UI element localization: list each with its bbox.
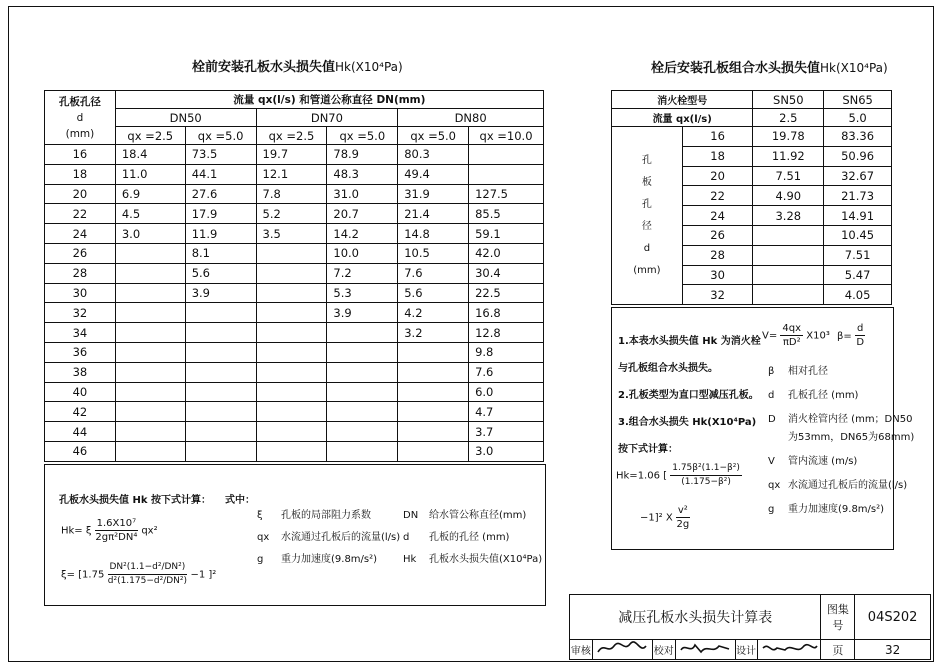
headloss-cell: 30.4 [469, 263, 544, 283]
headloss-cell [256, 323, 327, 343]
headloss-cell: 5.6 [185, 263, 256, 283]
headloss-cell [469, 145, 544, 165]
headloss-cell [753, 245, 824, 265]
dn80-header: DN80 [398, 109, 544, 127]
headloss-cell [398, 441, 469, 461]
headloss-cell: 4.5 [115, 204, 185, 224]
headloss-cell: 59.1 [469, 224, 544, 244]
left-headloss-table [44, 90, 544, 462]
orifice-diameter-cell: 24 [45, 224, 116, 244]
headloss-cell: 27.6 [185, 184, 256, 204]
orifice-diameter-cell: 46 [45, 441, 116, 461]
atlas-no: 04S202 [855, 595, 931, 640]
headloss-cell: 80.3 [398, 145, 469, 165]
headloss-cell: 4.90 [753, 186, 824, 206]
table-row [612, 127, 892, 147]
headloss-cell [327, 323, 398, 343]
headloss-cell: 5.2 [256, 204, 327, 224]
right-flow-header: 流量 qx(l/s) [612, 109, 753, 127]
right-headloss-table [611, 90, 892, 305]
headloss-cell [115, 283, 185, 303]
headloss-cell: 4.7 [469, 402, 544, 422]
xi-formula: ξ= [1.75 $\frac{\text{DN²(1.1−d²/DN²)}}{\text{d²(1.175−d²/DN²)}}$ −1 ]² [61, 562, 217, 586]
headloss-cell [185, 402, 256, 422]
headloss-cell: 20.7 [327, 204, 398, 224]
headloss-cell: 9.8 [469, 342, 544, 362]
hydrant-header: 消火栓型号 [612, 91, 753, 109]
velocity-formula: V= $\frac{4qx}{\text{πD²}}$ X10³ β= $\frac{d}{D}$ [762, 323, 865, 348]
headloss-cell [398, 422, 469, 442]
q-header: qx =5.0 [185, 127, 256, 145]
headloss-cell: 42.0 [469, 243, 544, 263]
table-row [45, 382, 544, 402]
headloss-cell: 6.9 [115, 184, 185, 204]
headloss-cell: 85.5 [469, 204, 544, 224]
headloss-cell: 18.4 [115, 145, 185, 165]
headloss-cell: 8.1 [185, 243, 256, 263]
page-label: 页 [821, 640, 855, 660]
drawing-title: 减压孔板水头损失计算表 [570, 595, 821, 640]
headloss-cell [256, 303, 327, 323]
right-notes-box [611, 307, 915, 550]
headloss-cell: 3.7 [469, 422, 544, 442]
orifice-diameter-cell: 22 [682, 186, 753, 206]
flow-value: 2.5 [753, 109, 824, 127]
headloss-cell: 5.6 [398, 283, 469, 303]
notes-list: 1.本表水头损失值 Hk 为消火栓 与孔板组合水头损失。 2.孔板类型为直口型减压孔板。 3.组合水头损失 Hk(X10⁴Pa) 按下式计算： [618, 336, 761, 455]
headloss-cell [185, 441, 256, 461]
where-label: 式中： [225, 495, 255, 506]
headloss-cell: 3.9 [185, 283, 256, 303]
table-row [45, 145, 544, 165]
atlas-no-label: 图集号 [821, 595, 855, 640]
orifice-diameter-cell: 38 [45, 362, 116, 382]
table-row [45, 204, 544, 224]
headloss-cell [115, 382, 185, 402]
headloss-cell: 7.6 [469, 362, 544, 382]
orifice-header: 孔板孔径 d (mm) [45, 91, 116, 145]
headloss-cell: 6.0 [469, 382, 544, 402]
q-header: qx =10.0 [469, 127, 544, 145]
headloss-cell [256, 402, 327, 422]
orifice-diameter-cell: 20 [45, 184, 116, 204]
q-header: qx =5.0 [398, 127, 469, 145]
table-row [45, 402, 544, 422]
defs-col1: ξ 孔板的局部阻力系数 qx 水流通过孔板后的流量(l/s) g 重力加速度(9.8m/s²) [257, 510, 401, 565]
orifice-diameter-cell: 26 [682, 225, 753, 245]
headloss-cell: 19.7 [256, 145, 327, 165]
q-header: qx =2.5 [256, 127, 327, 145]
headloss-cell: 73.5 [185, 145, 256, 165]
headloss-cell [115, 342, 185, 362]
headloss-cell [398, 342, 469, 362]
orifice-diameter-cell: 18 [45, 164, 116, 184]
headloss-cell: 21.4 [398, 204, 469, 224]
headloss-cell: 10.45 [824, 225, 892, 245]
reviewer-signature [592, 640, 652, 660]
headloss-cell: 31.9 [398, 184, 469, 204]
orifice-side-label: 孔 板 孔 径 d (mm) [612, 127, 683, 305]
headloss-cell: 19.78 [753, 127, 824, 147]
headloss-cell [753, 265, 824, 285]
orifice-diameter-cell: 36 [45, 342, 116, 362]
headloss-cell [185, 422, 256, 442]
headloss-cell [185, 342, 256, 362]
sn65-header: SN65 [824, 91, 892, 109]
dn50-header: DN50 [115, 109, 256, 127]
headloss-cell: 7.8 [256, 184, 327, 204]
dn70-header: DN70 [256, 109, 398, 127]
headloss-cell: 14.91 [824, 206, 892, 226]
headloss-cell [753, 285, 824, 305]
title-block [569, 594, 931, 660]
headloss-cell: 11.9 [185, 224, 256, 244]
signature-image [759, 640, 819, 656]
flow-header: 流量 qx(l/s) 和管道公称直径 DN(mm) [115, 91, 543, 109]
headloss-cell: 10.0 [327, 243, 398, 263]
headloss-cell [398, 382, 469, 402]
orifice-diameter-cell: 30 [45, 283, 116, 303]
headloss-cell: 32.67 [824, 166, 892, 186]
headloss-cell: 49.4 [398, 164, 469, 184]
headloss-cell [256, 382, 327, 402]
headloss-cell [115, 263, 185, 283]
headloss-cell [398, 402, 469, 422]
headloss-cell [256, 263, 327, 283]
headloss-cell: 3.2 [398, 323, 469, 343]
headloss-cell [398, 362, 469, 382]
headloss-cell [327, 422, 398, 442]
signature-image [594, 640, 650, 656]
orifice-diameter-cell: 40 [45, 382, 116, 402]
checker-signature [675, 640, 735, 660]
orifice-diameter-cell: 34 [45, 323, 116, 343]
headloss-cell: 12.1 [256, 164, 327, 184]
orifice-diameter-cell: 32 [682, 285, 753, 305]
sn50-header: SN50 [753, 91, 824, 109]
headloss-cell: 10.5 [398, 243, 469, 263]
orifice-diameter-cell: 18 [682, 146, 753, 166]
table-row [45, 342, 544, 362]
headloss-cell [115, 402, 185, 422]
headloss-cell: 11.0 [115, 164, 185, 184]
headloss-cell: 7.6 [398, 263, 469, 283]
headloss-cell: 48.3 [327, 164, 398, 184]
headloss-cell: 7.51 [753, 166, 824, 186]
headloss-cell [327, 402, 398, 422]
orifice-diameter-cell: 28 [682, 245, 753, 265]
headloss-cell [115, 422, 185, 442]
headloss-cell [327, 382, 398, 402]
orifice-diameter-cell: 32 [45, 303, 116, 323]
review-label: 审核 [570, 640, 593, 660]
headloss-cell: 7.51 [824, 245, 892, 265]
headloss-cell [115, 362, 185, 382]
table-row [45, 283, 544, 303]
table-row [45, 164, 544, 184]
headloss-cell: 5.47 [824, 265, 892, 285]
headloss-cell [256, 441, 327, 461]
headloss-cell [256, 243, 327, 263]
headloss-cell: 7.2 [327, 263, 398, 283]
check-label: 校对 [652, 640, 675, 660]
headloss-cell: 12.8 [469, 323, 544, 343]
headloss-cell: 3.0 [469, 441, 544, 461]
right-defs: β 相对孔径 d 孔板孔径 (mm) D 消火栓管内径 (mm；DN50 为53mm，DN65为68mm) V 管内流速 (m/s) qx 水流通过孔板后的流量(l/s) g 重力加速度(9.8m/s²) [768, 366, 915, 515]
headloss-cell: 83.36 [824, 127, 892, 147]
headloss-cell [115, 303, 185, 323]
formula-heading: 孔板水头损失值 Hk 按下式计算： [59, 495, 211, 506]
defs-col2: DN 给水管公称直径(mm) d 孔板的孔径 (mm) Hk 孔板水头损失值(X10⁴Pa) [403, 510, 543, 565]
headloss-cell [256, 283, 327, 303]
headloss-cell [115, 243, 185, 263]
table-row [45, 422, 544, 442]
orifice-diameter-cell: 24 [682, 206, 753, 226]
q-header: qx =5.0 [327, 127, 398, 145]
right-table-title: 栓后安装孔板组合水头损失值Hk(X10⁴Pa) [651, 61, 888, 76]
orifice-diameter-cell: 16 [45, 145, 116, 165]
left-table-title: 栓前安装孔板水头损失值Hk(X10⁴Pa) [192, 60, 403, 75]
headloss-cell [753, 225, 824, 245]
orifice-diameter-cell: 42 [45, 402, 116, 422]
headloss-cell: 3.5 [256, 224, 327, 244]
headloss-cell [115, 323, 185, 343]
table-row [45, 303, 544, 323]
headloss-cell [327, 362, 398, 382]
headloss-cell: 3.9 [327, 303, 398, 323]
headloss-cell [256, 362, 327, 382]
headloss-cell [185, 382, 256, 402]
orifice-diameter-cell: 16 [682, 127, 753, 147]
headloss-cell: 14.8 [398, 224, 469, 244]
orifice-diameter-cell: 30 [682, 265, 753, 285]
headloss-cell [256, 422, 327, 442]
headloss-cell: 4.05 [824, 285, 892, 305]
headloss-cell: 31.0 [327, 184, 398, 204]
headloss-cell: 16.8 [469, 303, 544, 323]
headloss-cell: 3.0 [115, 224, 185, 244]
headloss-cell [185, 362, 256, 382]
orifice-diameter-cell: 44 [45, 422, 116, 442]
left-table-body [45, 145, 544, 462]
left-formula-box [44, 464, 546, 606]
hk-combined-formula: Hk=1.06 [ $\frac{\text{1.75β²(1.1−β²)}}{\text{(1.175−β²)}}$ [616, 463, 740, 487]
headloss-cell: 14.2 [327, 224, 398, 244]
headloss-cell [327, 342, 398, 362]
headloss-cell: 3.28 [753, 206, 824, 226]
headloss-cell [185, 303, 256, 323]
headloss-cell: 22.5 [469, 283, 544, 303]
table-row [45, 243, 544, 263]
design-label: 设计 [735, 640, 757, 660]
signature-image [677, 640, 733, 656]
q-header: qx =2.5 [115, 127, 185, 145]
headloss-cell: 78.9 [327, 145, 398, 165]
table-row [45, 441, 544, 461]
headloss-cell: 127.5 [469, 184, 544, 204]
headloss-cell: 17.9 [185, 204, 256, 224]
headloss-cell [256, 342, 327, 362]
orifice-diameter-cell: 28 [45, 263, 116, 283]
designer-signature [757, 640, 821, 660]
headloss-cell [185, 323, 256, 343]
headloss-cell: 21.73 [824, 186, 892, 206]
orifice-diameter-cell: 20 [682, 166, 753, 186]
table-row [45, 263, 544, 283]
table-row [45, 184, 544, 204]
hk-formula: Hk= ξ $\frac{\text{1.6X10⁷}}{\text{2gπ²DN⁴}}$ qx² [61, 518, 158, 543]
table-row [45, 224, 544, 244]
headloss-cell [327, 441, 398, 461]
hk-combined-formula-line2: −1]² X $\frac{\text{v²}}{2g}$ [640, 505, 690, 530]
right-table-body [612, 127, 892, 305]
table-row [45, 362, 544, 382]
headloss-cell: 50.96 [824, 146, 892, 166]
headloss-cell [115, 441, 185, 461]
table-row [45, 323, 544, 343]
headloss-cell: 5.3 [327, 283, 398, 303]
orifice-diameter-cell: 22 [45, 204, 116, 224]
headloss-cell: 44.1 [185, 164, 256, 184]
headloss-cell: 4.2 [398, 303, 469, 323]
flow-value: 5.0 [824, 109, 892, 127]
headloss-cell [469, 164, 544, 184]
orifice-diameter-cell: 26 [45, 243, 116, 263]
headloss-cell: 11.92 [753, 146, 824, 166]
page-no: 32 [855, 640, 931, 660]
